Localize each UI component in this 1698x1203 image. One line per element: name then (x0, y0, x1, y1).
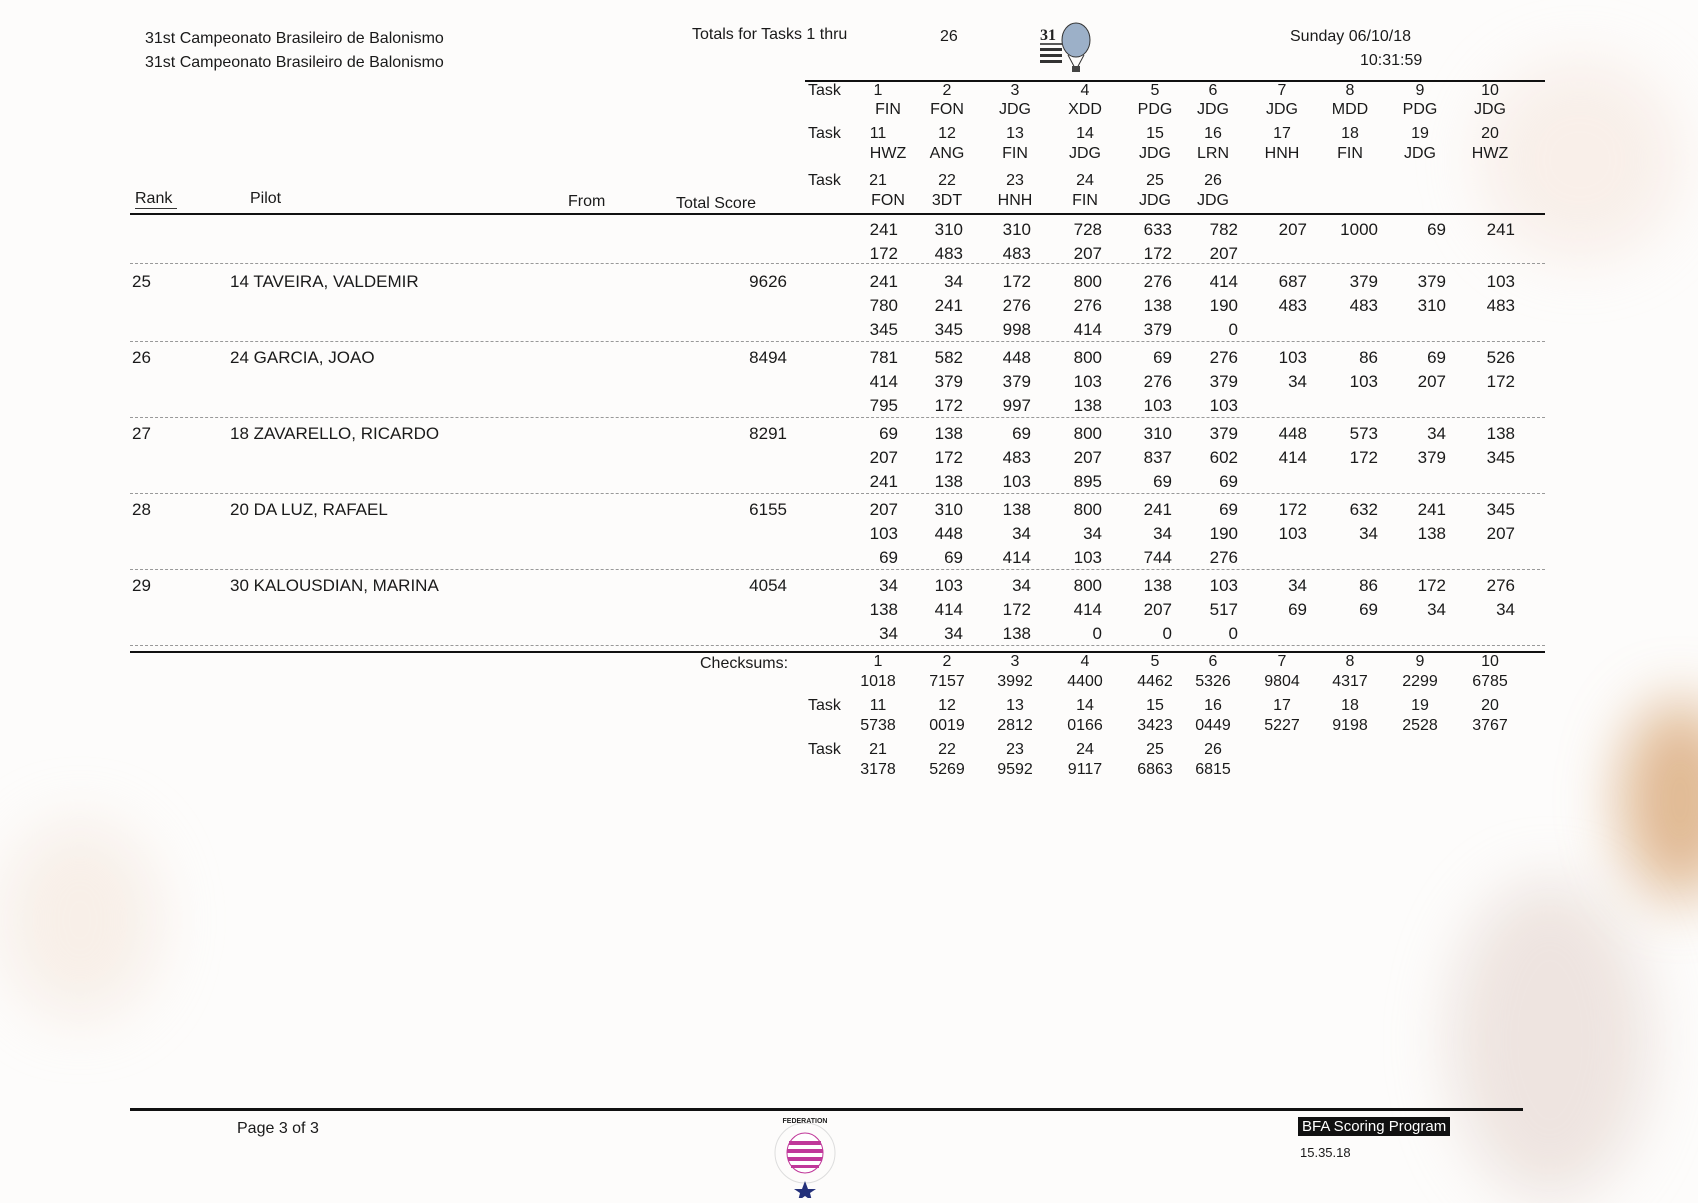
task-score-cell: 207 (869, 448, 898, 467)
max-score-cell: 728 (1073, 220, 1102, 239)
task-number: 8 (1345, 82, 1355, 99)
task-code: JDG (999, 101, 1031, 118)
checksum-value: 3992 (997, 673, 1033, 690)
max-score-cell: 172 (869, 244, 898, 263)
checksum-task-number: 18 (1341, 697, 1359, 714)
task-score-cell: 172 (1278, 500, 1307, 519)
svg-text:FEDERATION: FEDERATION (782, 1118, 828, 1125)
task-code: HNH (997, 192, 1033, 209)
task-score-cell: 172 (934, 448, 963, 467)
task-score-cell: 69 (1219, 500, 1238, 519)
task-score-cell: 138 (1002, 624, 1031, 643)
task-score-cell: 172 (1002, 600, 1031, 619)
task-score-cell: 207 (1417, 372, 1446, 391)
task-score-cell: 781 (869, 348, 898, 367)
task-score-cell: 795 (869, 396, 898, 415)
task-number: 16 (1204, 125, 1222, 142)
task-number: 19 (1411, 125, 1429, 142)
task-score-cell: 138 (1002, 500, 1031, 519)
row-divider (130, 493, 1545, 494)
totals-label: Totals for Tasks 1 thru (692, 26, 848, 43)
task-code: FON (930, 101, 964, 118)
task-number: 11 (869, 125, 887, 142)
task-score-cell: 483 (1486, 296, 1515, 315)
task-score-cell: 103 (1209, 396, 1238, 415)
task-score-cell: 998 (1002, 320, 1031, 339)
task-score-cell: 414 (869, 372, 898, 391)
task-score-cell: 69 (1219, 472, 1238, 491)
task-score-cell: 138 (934, 472, 963, 491)
task-score-cell: 414 (1073, 320, 1102, 339)
task-score-cell: 379 (1349, 272, 1378, 291)
checksum-task-number: 13 (1006, 697, 1024, 714)
task-score-cell: 190 (1209, 296, 1238, 315)
max-score-cell: 69 (1427, 220, 1446, 239)
checksum-task-number: 14 (1076, 697, 1094, 714)
task-number: 4 (1080, 82, 1090, 99)
task-score-cell: 241 (869, 472, 898, 491)
task-number: 15 (1146, 125, 1164, 142)
task-score-cell: 207 (1486, 524, 1515, 543)
checksum-task-number: 21 (869, 741, 887, 758)
task-score-cell: 138 (1417, 524, 1446, 543)
task-score-cell: 103 (1486, 272, 1515, 291)
task-number: 24 (1076, 172, 1094, 189)
task-score-cell: 34 (1359, 524, 1378, 543)
task-code: JDG (1197, 192, 1229, 209)
task-score-cell: 0 (1228, 624, 1238, 643)
max-score-cell: 310 (934, 220, 963, 239)
rank-underline (135, 208, 177, 209)
task-score-cell: 69 (879, 424, 898, 443)
column-header-total-score: Total Score (676, 195, 757, 212)
checksum-task-number: 3 (1010, 653, 1020, 670)
checksum-value: 0166 (1067, 717, 1103, 734)
task-score-cell: 800 (1073, 348, 1102, 367)
task-number: 13 (1006, 125, 1024, 142)
task-score-cell: 34 (1288, 372, 1307, 391)
pilot-total-score: 9626 (749, 272, 787, 291)
task-number: 1 (873, 82, 883, 99)
checksum-task-number: 9 (1415, 653, 1425, 670)
task-score-cell: 780 (869, 296, 898, 315)
task-score-cell: 800 (1073, 272, 1102, 291)
task-number: 12 (938, 125, 956, 142)
task-number: 26 (1204, 172, 1222, 189)
task-code: FON (871, 192, 905, 209)
checksum-value: 2812 (997, 717, 1033, 734)
task-code: MDD (1331, 101, 1369, 118)
task-score-cell: 172 (1417, 576, 1446, 595)
pilot-total-score: 4054 (749, 576, 787, 595)
task-number: 9 (1415, 82, 1425, 99)
task-score-cell: 207 (869, 500, 898, 519)
checksum-task-number: 12 (938, 697, 956, 714)
max-score-cell: 207 (1073, 244, 1102, 263)
task-score-cell: 103 (1278, 524, 1307, 543)
checksum-value: 7157 (929, 673, 965, 690)
checksum-value: 5738 (860, 717, 896, 734)
task-score-cell: 34 (1083, 524, 1102, 543)
task-score-cell: 103 (1209, 576, 1238, 595)
checksum-task-number: 16 (1204, 697, 1222, 714)
max-score-cell: 172 (1143, 244, 1172, 263)
pilot-name: 18 ZAVARELLO, RICARDO (230, 424, 440, 443)
task-score-cell: 800 (1073, 500, 1102, 519)
task-code: ANG (929, 145, 965, 162)
task-row-label-2: Task (808, 125, 841, 142)
checksum-value: 0019 (929, 717, 965, 734)
task-score-cell: 103 (1002, 472, 1031, 491)
checksum-value: 6815 (1195, 761, 1231, 778)
checksum-task-number: 7 (1277, 653, 1287, 670)
task-code: PDG (1137, 101, 1173, 118)
task-number: 6 (1208, 82, 1218, 99)
task-score-cell: 69 (944, 548, 963, 567)
footer-rule (130, 1108, 1523, 1111)
task-score-cell: 276 (1073, 296, 1102, 315)
task-code: JDG (1404, 145, 1436, 162)
row-divider (130, 645, 1545, 646)
task-score-cell: 379 (934, 372, 963, 391)
checksum-value: 2299 (1402, 673, 1438, 690)
task-score-cell: 34 (1496, 600, 1515, 619)
task-score-cell: 632 (1349, 500, 1378, 519)
checksum-task-number: 10 (1481, 653, 1499, 670)
task-number: 2 (942, 82, 952, 99)
task-number: 5 (1150, 82, 1160, 99)
task-score-cell: 103 (869, 524, 898, 543)
task-number: 7 (1277, 82, 1287, 99)
task-score-cell: 483 (1349, 296, 1378, 315)
report-date: Sunday 06/10/18 (1290, 28, 1411, 45)
task-score-cell: 345 (1486, 448, 1515, 467)
checksum-value: 3178 (860, 761, 896, 778)
pilot-total-score: 6155 (749, 500, 787, 519)
task-score-cell: 172 (1349, 448, 1378, 467)
report-subtitle: 31st Campeonato Brasileiro de Balonismo (145, 54, 444, 71)
task-score-cell: 573 (1349, 424, 1378, 443)
task-score-cell: 837 (1143, 448, 1172, 467)
checksum-value: 1018 (860, 673, 896, 690)
task-code: FIN (1002, 145, 1028, 162)
checksum-task-number: 5 (1150, 653, 1160, 670)
task-code: HWZ (869, 145, 907, 162)
checksum-value: 9804 (1264, 673, 1300, 690)
totals-count: 26 (940, 28, 958, 45)
checksum-value: 2528 (1402, 717, 1438, 734)
task-score-cell: 310 (1143, 424, 1172, 443)
checksum-task-number: 6 (1208, 653, 1218, 670)
task-score-cell: 103 (1278, 348, 1307, 367)
checksum-task-number: 23 (1006, 741, 1024, 758)
row-divider (130, 417, 1545, 418)
task-score-cell: 138 (1143, 576, 1172, 595)
task-score-cell: 276 (1143, 272, 1172, 291)
task-score-cell: 138 (1486, 424, 1515, 443)
task-score-cell: 34 (1427, 600, 1446, 619)
checksum-task-number: 1 (873, 653, 883, 670)
task-number: 25 (1146, 172, 1164, 189)
task-score-cell: 69 (1153, 472, 1172, 491)
checksum-task-number: 4 (1080, 653, 1090, 670)
pilot-name: 14 TAVEIRA, VALDEMIR (230, 272, 419, 291)
task-score-cell: 414 (1002, 548, 1031, 567)
checksum-task-number: 22 (938, 741, 956, 758)
column-header-pilot: Pilot (250, 190, 282, 207)
max-score-cell: 207 (1278, 220, 1307, 239)
pilot-name: 20 DA LUZ, RAFAEL (230, 500, 388, 519)
task-score-cell: 414 (1209, 272, 1238, 291)
report-title: 31st Campeonato Brasileiro de Balonismo (145, 30, 444, 47)
task-score-cell: 103 (1073, 372, 1102, 391)
task-score-cell: 276 (1002, 296, 1031, 315)
task-score-cell: 69 (1359, 600, 1378, 619)
task-score-cell: 526 (1486, 348, 1515, 367)
task-score-cell: 602 (1209, 448, 1238, 467)
task-score-cell: 138 (869, 600, 898, 619)
task-score-cell: 379 (1417, 448, 1446, 467)
task-score-cell: 276 (1143, 372, 1172, 391)
balloon-logo-icon (1038, 20, 1098, 75)
task-score-cell: 241 (1143, 500, 1172, 519)
task-code: FIN (1337, 145, 1363, 162)
task-score-cell: 379 (1002, 372, 1031, 391)
task-number: 21 (869, 172, 887, 189)
task-score-cell: 103 (934, 576, 963, 595)
task-score-cell: 997 (1002, 396, 1031, 415)
task-score-cell: 379 (1209, 372, 1238, 391)
task-score-cell: 190 (1209, 524, 1238, 543)
task-code: JDG (1474, 101, 1506, 118)
task-score-cell: 800 (1073, 424, 1102, 443)
checksum-value: 4400 (1067, 673, 1103, 690)
task-score-cell: 172 (934, 396, 963, 415)
task-score-cell: 379 (1209, 424, 1238, 443)
task-score-cell: 103 (1143, 396, 1172, 415)
checksum-value: 5326 (1195, 673, 1231, 690)
task-score-cell: 34 (1288, 576, 1307, 595)
task-score-cell: 0 (1162, 624, 1172, 643)
task-score-cell: 69 (1427, 348, 1446, 367)
pilot-total-score: 8494 (749, 348, 787, 367)
task-score-cell: 379 (1143, 320, 1172, 339)
task-score-cell: 448 (1002, 348, 1031, 367)
task-code: JDG (1139, 145, 1171, 162)
task-score-cell: 448 (1278, 424, 1307, 443)
bfa-seal-icon (765, 1113, 845, 1198)
task-score-cell: 34 (944, 272, 963, 291)
task-score-cell: 69 (1012, 424, 1031, 443)
scoring-program-label: BFA Scoring Program (1298, 1117, 1450, 1136)
checksum-task-number: 26 (1204, 741, 1222, 758)
task-code: PDG (1402, 101, 1438, 118)
page-indicator: Page 3 of 3 (237, 1120, 319, 1137)
pilot-rank: 27 (132, 424, 151, 443)
task-score-cell: 207 (1143, 600, 1172, 619)
task-score-cell: 138 (1143, 296, 1172, 315)
task-score-cell: 34 (944, 624, 963, 643)
task-code: JDG (1139, 192, 1171, 209)
task-code: JDG (1069, 145, 1101, 162)
checksum-task-label-3: Task (808, 741, 841, 758)
row-divider (130, 341, 1545, 342)
task-number: 20 (1481, 125, 1499, 142)
pilot-rank: 26 (132, 348, 151, 367)
task-number: 14 (1076, 125, 1094, 142)
checksum-task-number: 25 (1146, 741, 1164, 758)
task-score-cell: 0 (1228, 320, 1238, 339)
program-version: 15.35.18 (1300, 1145, 1351, 1160)
checksum-value: 9117 (1067, 761, 1103, 778)
column-header-rank: Rank (135, 190, 173, 207)
checksum-value: 4317 (1332, 673, 1368, 690)
task-score-cell: 310 (934, 500, 963, 519)
task-row-label-1: Task (808, 82, 841, 99)
task-score-cell: 138 (934, 424, 963, 443)
task-score-cell: 895 (1073, 472, 1102, 491)
task-score-cell: 345 (934, 320, 963, 339)
checksum-value: 6863 (1137, 761, 1173, 778)
max-score-cell: 310 (1002, 220, 1031, 239)
checksum-task-number: 2 (942, 653, 952, 670)
max-score-cell: 483 (1002, 244, 1031, 263)
task-score-cell: 414 (1073, 600, 1102, 619)
task-number: 10 (1481, 82, 1499, 99)
pilot-rank: 25 (132, 272, 151, 291)
task-score-cell: 69 (1288, 600, 1307, 619)
task-score-cell: 34 (1012, 576, 1031, 595)
task-code: JDG (1266, 101, 1298, 118)
row-divider (130, 569, 1545, 570)
task-code: HWZ (1471, 145, 1509, 162)
task-score-cell: 241 (1417, 500, 1446, 519)
pilot-name: 24 GARCIA, JOAO (230, 348, 375, 367)
task-score-cell: 310 (1417, 296, 1446, 315)
task-score-cell: 345 (1486, 500, 1515, 519)
task-score-cell: 414 (1278, 448, 1307, 467)
task-score-cell: 800 (1073, 576, 1102, 595)
task-code: XDD (1068, 101, 1102, 118)
task-score-cell: 276 (1486, 576, 1515, 595)
pilot-name: 30 KALOUSDIAN, MARINA (230, 576, 439, 595)
checksum-task-number: 8 (1345, 653, 1355, 670)
checksum-value: 4462 (1137, 673, 1173, 690)
column-header-rule (130, 213, 1545, 215)
checksum-value: 5227 (1264, 717, 1300, 734)
checksum-value: 9198 (1332, 717, 1368, 734)
task-score-cell: 744 (1143, 548, 1172, 567)
task-score-cell: 517 (1209, 600, 1238, 619)
task-score-cell: 34 (1012, 524, 1031, 543)
task-score-cell: 103 (1349, 372, 1378, 391)
task-score-cell: 34 (1427, 424, 1446, 443)
checksum-task-number: 11 (869, 697, 887, 714)
task-code: FIN (875, 101, 901, 118)
task-score-cell: 34 (879, 624, 898, 643)
task-score-cell: 276 (1209, 548, 1238, 567)
row-divider (130, 263, 1545, 264)
pilot-rank: 28 (132, 500, 151, 519)
task-row-label-3: Task (808, 172, 841, 189)
checksum-value: 0449 (1195, 717, 1231, 734)
checksums-label: Checksums: (700, 655, 789, 672)
max-score-cell: 483 (934, 244, 963, 263)
pilot-total-score: 8291 (749, 424, 787, 443)
task-code: JDG (1197, 101, 1229, 118)
task-score-cell: 86 (1359, 348, 1378, 367)
task-code: LRN (1196, 145, 1229, 162)
task-code: 3DT (931, 192, 963, 209)
max-score-cell: 782 (1209, 220, 1238, 239)
svg-text:31: 31 (1040, 27, 1056, 44)
task-score-cell: 34 (879, 576, 898, 595)
task-code: HNH (1264, 145, 1300, 162)
checksum-task-number: 15 (1146, 697, 1164, 714)
task-score-cell: 414 (934, 600, 963, 619)
task-score-cell: 172 (1002, 272, 1031, 291)
checksum-task-number: 20 (1481, 697, 1499, 714)
task-score-cell: 345 (869, 320, 898, 339)
task-number: 18 (1341, 125, 1359, 142)
task-score-cell: 241 (934, 296, 963, 315)
checksum-task-number: 19 (1411, 697, 1429, 714)
task-score-cell: 582 (934, 348, 963, 367)
task-code: FIN (1072, 192, 1098, 209)
column-header-from: From (568, 193, 606, 210)
task-score-cell: 69 (879, 548, 898, 567)
checksum-task-number: 24 (1076, 741, 1094, 758)
task-score-cell: 69 (1153, 348, 1172, 367)
checksum-value: 9592 (997, 761, 1033, 778)
task-number: 17 (1273, 125, 1291, 142)
task-score-cell: 86 (1359, 576, 1378, 595)
scoring-program-badge (1298, 1118, 1450, 1136)
task-number: 23 (1006, 172, 1024, 189)
checksum-task-number: 17 (1273, 697, 1291, 714)
checksum-value: 6785 (1472, 673, 1508, 690)
task-score-cell: 241 (869, 272, 898, 291)
task-score-cell: 483 (1278, 296, 1307, 315)
task-number: 3 (1010, 82, 1020, 99)
task-score-cell: 138 (1073, 396, 1102, 415)
max-score-cell: 241 (1486, 220, 1515, 239)
checksum-value: 3767 (1472, 717, 1508, 734)
task-score-cell: 379 (1417, 272, 1446, 291)
task-score-cell: 34 (1153, 524, 1172, 543)
max-score-cell: 1000 (1340, 220, 1378, 239)
task-score-cell: 687 (1278, 272, 1307, 291)
max-score-cell: 207 (1209, 244, 1238, 263)
report-time: 10:31:59 (1360, 52, 1423, 69)
max-score-cell: 633 (1143, 220, 1172, 239)
task-score-cell: 448 (934, 524, 963, 543)
pilot-rank: 29 (132, 576, 151, 595)
task-score-cell: 103 (1073, 548, 1102, 567)
task-score-cell: 276 (1209, 348, 1238, 367)
task-score-cell: 483 (1002, 448, 1031, 467)
checksum-value: 5269 (929, 761, 965, 778)
task-score-cell: 207 (1073, 448, 1102, 467)
task-score-cell: 0 (1092, 624, 1102, 643)
max-score-cell: 241 (869, 220, 898, 239)
task-number: 22 (938, 172, 956, 189)
checksum-value: 3423 (1137, 717, 1173, 734)
checksum-task-label-2: Task (808, 697, 841, 714)
task-score-cell: 172 (1486, 372, 1515, 391)
